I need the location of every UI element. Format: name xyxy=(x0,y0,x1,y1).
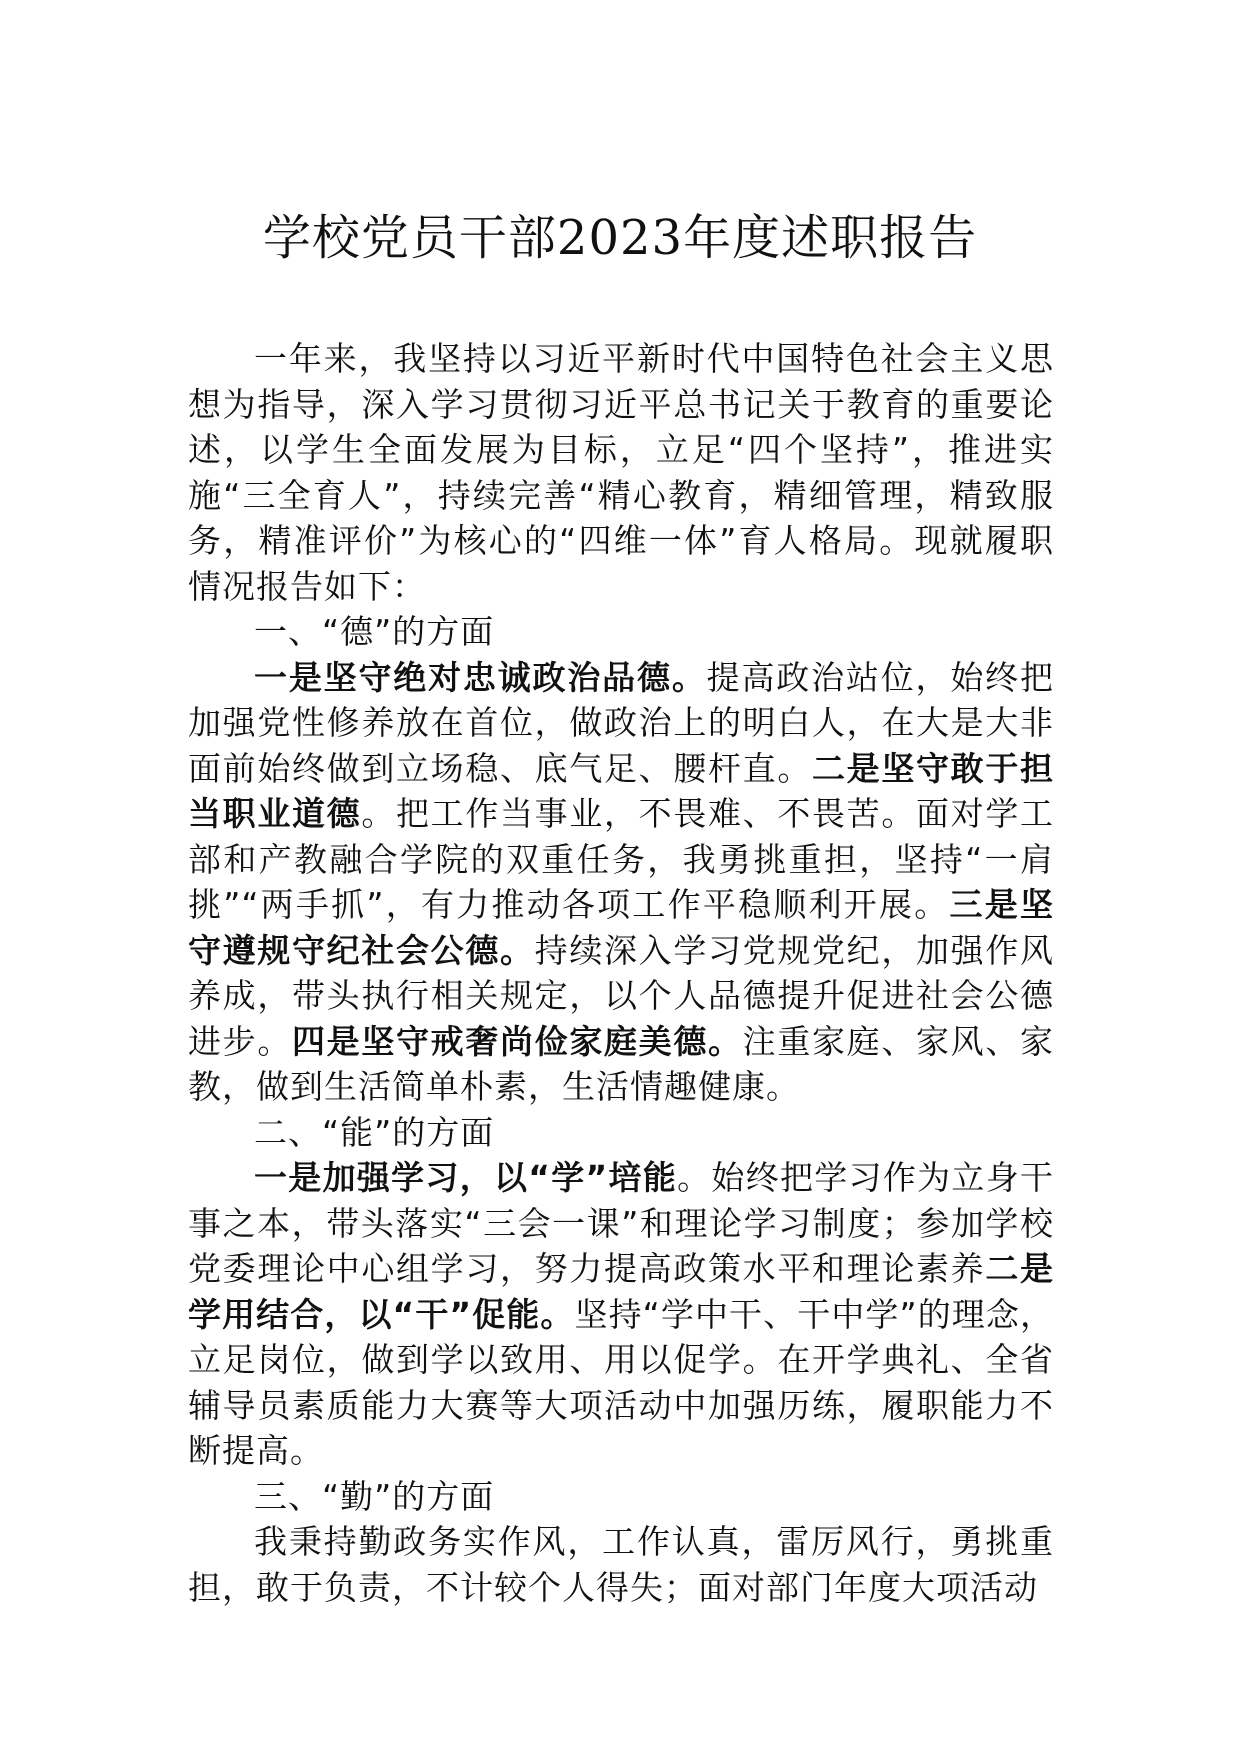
point-bold: 四是坚守戒奢尚俭家庭美德。 xyxy=(292,1021,743,1061)
section-heading-neng: 二、“能”的方面 xyxy=(254,1112,495,1152)
point-bold: 二是学用结合，以“干”促能。 xyxy=(188,1249,1055,1334)
point-text: 持续深入学习党规党纪，加强作风养成，带头执行相关规定，以个人品德提升促进社会公德进步。 xyxy=(188,930,1055,1061)
point-bold: 三是坚守遵规守纪社会公德。 xyxy=(188,885,1055,970)
section-paragraph-qin xyxy=(188,1519,1054,1610)
point-text: 我秉持勤政务实作风，工作认真，雷厉风行，勇挑重担，敢于负责，不计较个人得失；面对部门年度大项活动 xyxy=(188,1522,1054,1607)
point-bold: 二是坚守敢于担当职业道德 xyxy=(188,748,1055,833)
section-paragraph-neng xyxy=(188,1155,1054,1474)
point-text: 注重家庭、家风、家教，做到生活简单朴素，生活情趣健康。 xyxy=(188,1021,1055,1106)
point-text: 坚持“学中干、干中学”的理念，立足岗位，做到学以致用、用以促学。在开学典礼、全省辅导员素质能力大赛等大项活动中加强历练，履职能力不断提高。 xyxy=(188,1294,1054,1470)
section-paragraph-de xyxy=(188,655,1054,1110)
point-bold: 一是坚守绝对忠诚政治品德。 xyxy=(254,657,707,697)
document-title: 学校党员干部2023年度述职报告 xyxy=(262,210,978,266)
section-heading-qin: 三、“勤”的方面 xyxy=(254,1476,495,1516)
document-body xyxy=(188,336,1054,1610)
point-text: 提高政治站位，始终把加强党性修养放在首位，做政治上的明白人，在大是大非面前始终做到立场稳、底气足、腰杆直。 xyxy=(188,657,1055,788)
point-bold: 一是加强学习，以“学”培能 xyxy=(254,1158,678,1197)
point-text: 。始终把学习作为立身干事之本，带头落实“三会一课”和理论学习制度；参加学校党委理论中心组学习，努力提高政策水平和理论素养 xyxy=(188,1158,1054,1288)
intro-paragraph: 一年来，我坚持以习近平新时代中国特色社会主义思想为指导，深入学习贯彻习近平总书记关于教育的重要论述，以学生全面发展为目标，立足“四个坚持”，推进实施“三全育人”，持续完善“精心教育，精细管理，精致服务，精准评价”为核心的“四维一体”育人格局。现就履职情况报告如下： xyxy=(188,339,1054,606)
section-heading-de: 一、“德”的方面 xyxy=(254,612,495,651)
point-text: 。把工作当事业，不畏难、不畏苦。面对学工部和产教融合学院的双重任务，我勇挑重担，坚持“一肩挑”“两手抓”，有力推动各项工作平稳顺利开展。 xyxy=(188,794,1055,924)
